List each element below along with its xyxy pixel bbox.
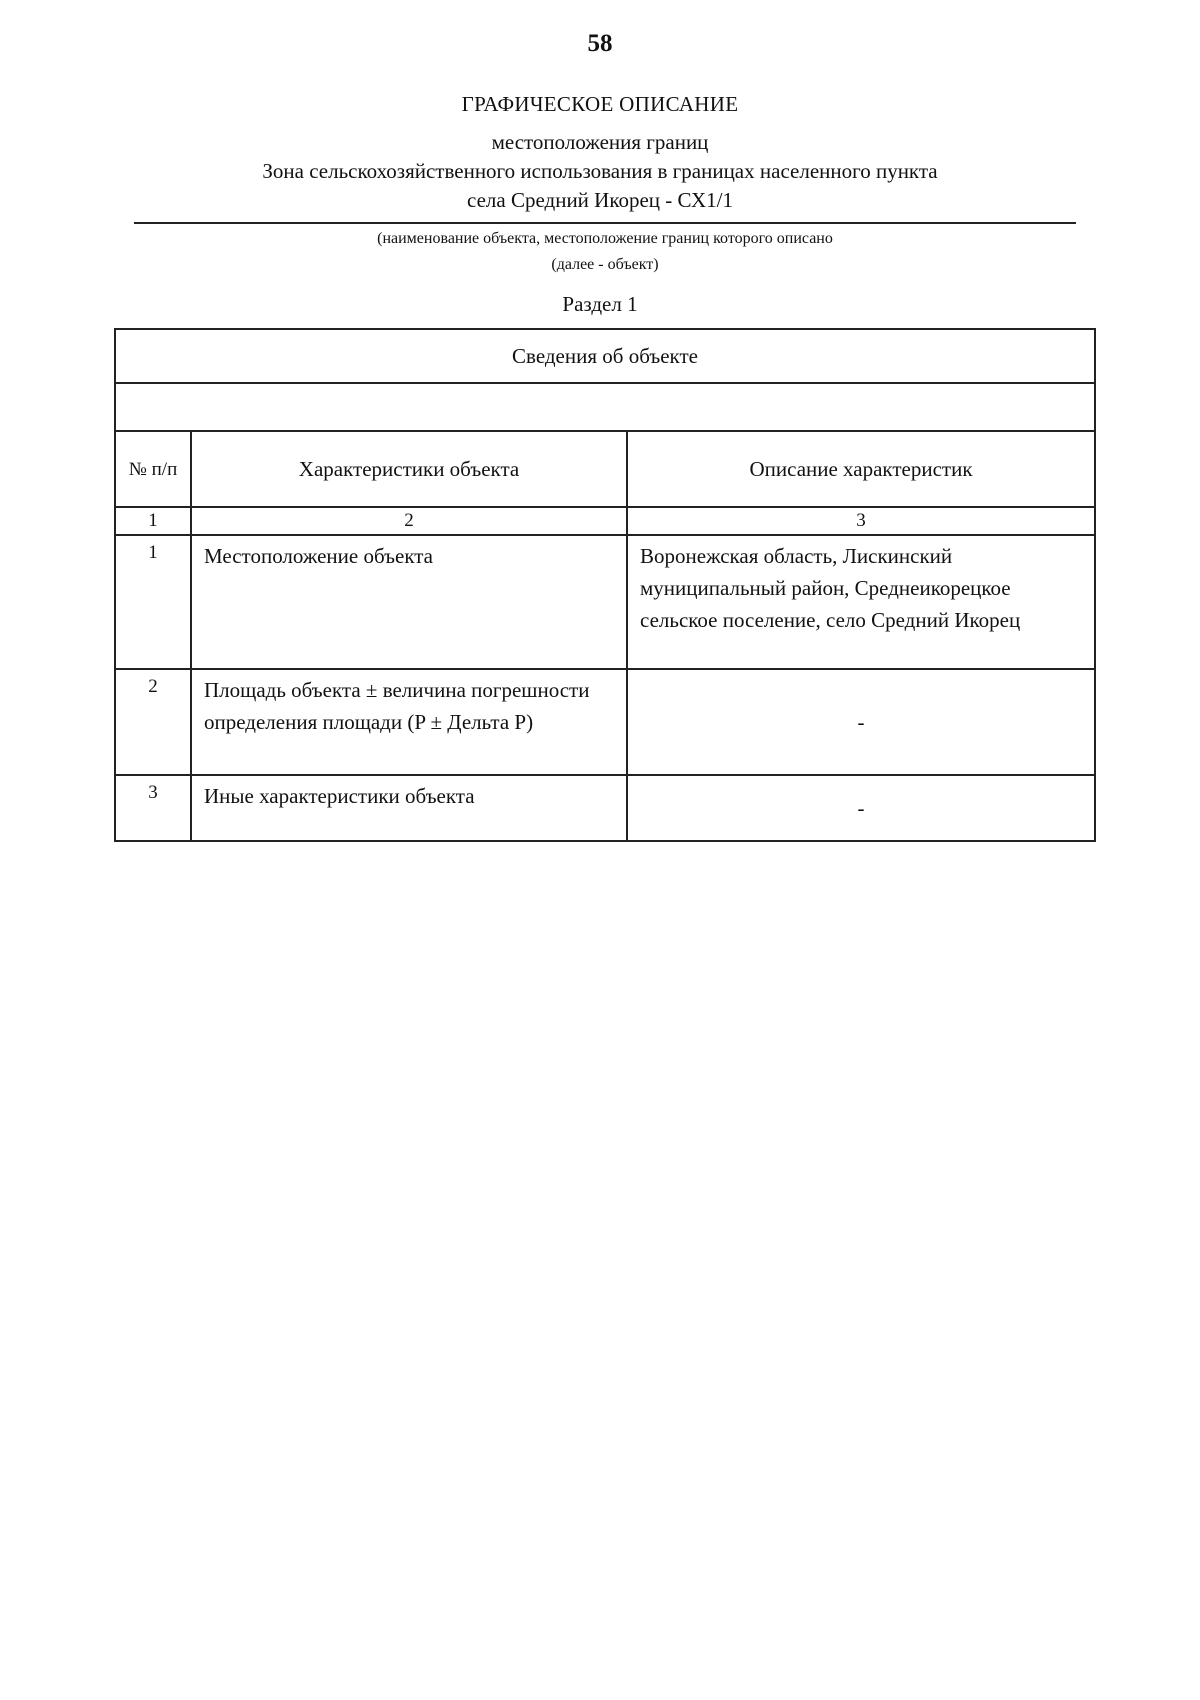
subtitle-line-1: местоположения границ: [491, 130, 709, 154]
section-label: Раздел 1: [562, 292, 638, 316]
row-characteristic: Площадь объекта ± величина погрешности определения площади (P ± Дельта P): [191, 669, 627, 775]
subtitle-line-2: Зона сельскохозяйственного использования в границах населенного пункта: [262, 159, 938, 183]
underline-rule: [134, 222, 1076, 224]
column-header-name: Характеристики объекта: [191, 431, 627, 507]
table-empty-row: [115, 383, 1095, 431]
row-number: 1: [115, 535, 191, 669]
row-description: -: [627, 669, 1095, 775]
object-subtitle: [130, 128, 1070, 215]
note-line-2: (далее - объект): [551, 256, 659, 273]
object-info-table: [114, 328, 1096, 842]
table-header: Сведения об объекте: [115, 329, 1095, 383]
column-index-2: 2: [191, 507, 627, 535]
document-title: ГРАФИЧЕСКОЕ ОПИСАНИЕ: [461, 92, 739, 116]
object-name-note: [134, 226, 1076, 278]
row-characteristic: Иные характеристики объекта: [191, 775, 627, 841]
row-number: 2: [115, 669, 191, 775]
column-index-1: 1: [115, 507, 191, 535]
subtitle-line-3: села Средний Икорец - СХ1/1: [467, 188, 733, 212]
row-number: 3: [115, 775, 191, 841]
table-row: [115, 775, 1095, 841]
column-index-3: 3: [627, 507, 1095, 535]
page-number: 58: [587, 30, 613, 57]
row-characteristic: Местоположение объекта: [191, 535, 627, 669]
table-row: [115, 535, 1095, 669]
column-header-row: [115, 431, 1095, 507]
note-line-1: (наименование объекта, местоположение границ которого описано: [377, 230, 833, 247]
row-description: Воронежская область, Лискинский муниципальный район, Среднеикорецкое сельское поселение, село Средний Икорец: [627, 535, 1095, 669]
column-index-row: [115, 507, 1095, 535]
table-row: [115, 669, 1095, 775]
row-description: -: [627, 775, 1095, 841]
column-header-num: № п/п: [115, 431, 191, 507]
column-header-desc: Описание характеристик: [627, 431, 1095, 507]
